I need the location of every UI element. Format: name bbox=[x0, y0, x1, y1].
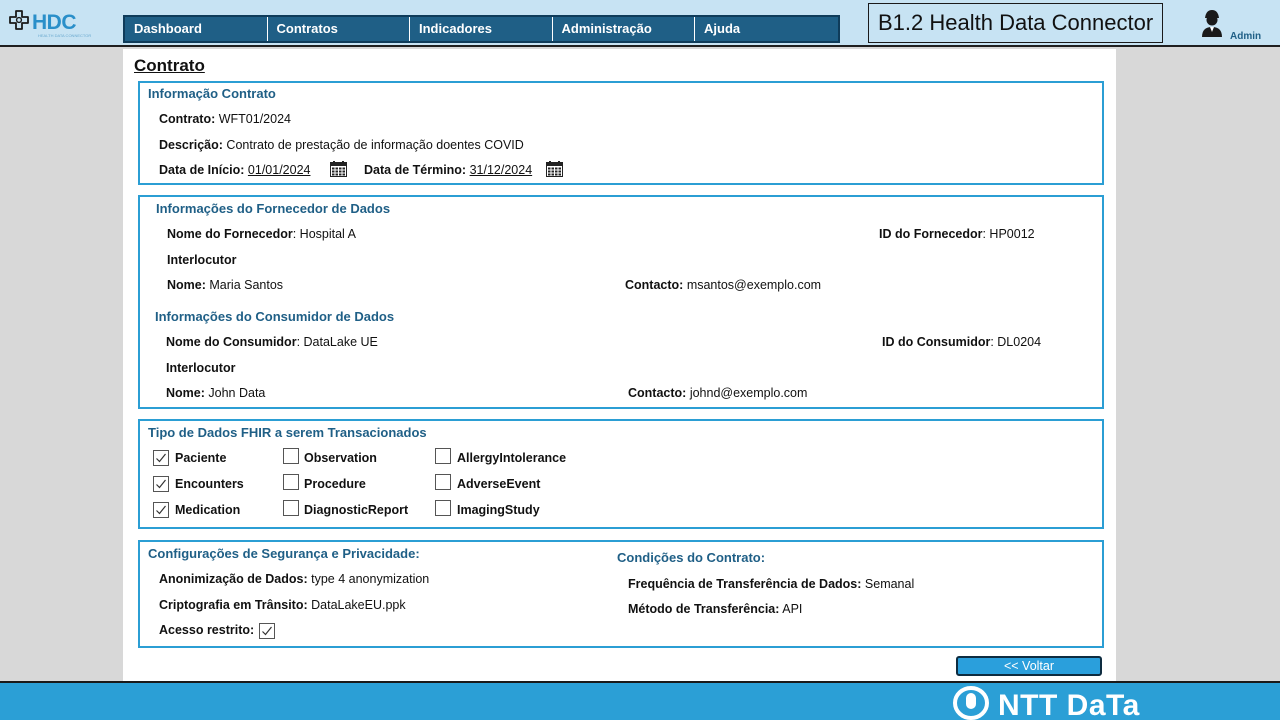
parties-section bbox=[138, 195, 1104, 409]
end-date-field bbox=[364, 163, 532, 177]
field-label: Nome: bbox=[166, 386, 205, 400]
field-value: Semanal bbox=[864, 577, 915, 591]
provider-title: Informações do Fornecedor de Dados bbox=[156, 201, 391, 216]
nav-indicadores[interactable]: Indicadores bbox=[410, 17, 553, 41]
restricted-access-label bbox=[159, 623, 254, 637]
consumer-contact-name-field bbox=[166, 386, 265, 400]
field-value: API bbox=[782, 602, 803, 616]
main-nav bbox=[123, 15, 840, 43]
consumer-title: Informações do Consumidor de Dados bbox=[155, 309, 395, 324]
fhir-checkbox[interactable] bbox=[283, 500, 299, 516]
field-label: ID do Consumidor bbox=[882, 335, 991, 349]
field-value: : DL0204 bbox=[990, 335, 1042, 349]
field-label: Interlocutor bbox=[166, 361, 236, 375]
user-avatar-icon bbox=[1200, 8, 1224, 43]
ntt-logo-text: NTT DaTa bbox=[998, 688, 1140, 720]
section-title: Tipo de Dados FHIR a serem Transacionados bbox=[148, 425, 427, 440]
fhir-checkbox-label: Procedure bbox=[304, 477, 366, 491]
fhir-checkbox[interactable] bbox=[153, 476, 169, 492]
field-label: ID do Fornecedor bbox=[879, 227, 983, 241]
app-footer bbox=[0, 681, 1280, 720]
provider-interlocutor-label bbox=[167, 253, 236, 267]
field-value: johnd@exemplo.com bbox=[689, 386, 808, 400]
field-label: Método de Transferência: bbox=[628, 602, 780, 616]
field-value: : HP0012 bbox=[982, 227, 1035, 241]
field-value: DataLakeEU.ppk bbox=[311, 598, 406, 612]
ntt-data-logo bbox=[952, 686, 1140, 720]
back-button[interactable]: << Voltar bbox=[956, 656, 1102, 676]
field-value: : Hospital A bbox=[292, 227, 356, 241]
field-label: Data de Início: bbox=[159, 163, 245, 177]
field-value: type 4 anonymization bbox=[311, 572, 430, 586]
end-date-value[interactable]: 31/12/2024 bbox=[469, 163, 533, 177]
main-content bbox=[123, 49, 1116, 682]
fhir-checkbox[interactable] bbox=[153, 502, 169, 518]
field-label: Descrição: bbox=[159, 138, 223, 152]
provider-contact-name-field bbox=[167, 278, 283, 292]
medical-cross-icon bbox=[8, 9, 30, 36]
fhir-checkbox[interactable] bbox=[283, 448, 299, 464]
transfer-method-field bbox=[628, 602, 802, 616]
nav-dashboard[interactable]: Dashboard bbox=[125, 17, 268, 41]
hdc-logo[interactable] bbox=[8, 9, 92, 38]
ntt-logo-icon bbox=[952, 686, 990, 720]
user-label: Admin bbox=[1230, 31, 1262, 42]
fhir-checkbox-label: AdverseEvent bbox=[457, 477, 541, 491]
fhir-checkbox-label: Medication bbox=[175, 503, 241, 517]
fhir-checkbox[interactable] bbox=[283, 474, 299, 490]
field-label: Acesso restrito: bbox=[159, 623, 255, 637]
field-value: WFT01/2024 bbox=[218, 112, 291, 126]
field-label: Nome do Consumidor bbox=[166, 335, 297, 349]
fhir-checkbox[interactable] bbox=[435, 474, 451, 490]
page-title: Contrato bbox=[134, 56, 205, 75]
start-date-field bbox=[159, 163, 310, 177]
fhir-checkbox-label: AllergyIntolerance bbox=[457, 451, 567, 465]
fhir-checkbox-label: DiagnosticReport bbox=[304, 503, 409, 517]
user-menu[interactable] bbox=[1200, 8, 1261, 43]
nav-administracao[interactable]: Administração bbox=[553, 17, 696, 41]
anonymization-field bbox=[159, 572, 429, 586]
fhir-types-section bbox=[138, 419, 1104, 529]
transfer-frequency-field bbox=[628, 577, 914, 591]
app-title: B1.2 Health Data Connector bbox=[868, 3, 1163, 43]
field-label: Contacto: bbox=[625, 278, 684, 292]
field-label: Nome: bbox=[167, 278, 206, 292]
encryption-field bbox=[159, 598, 406, 612]
contract-info-section bbox=[138, 81, 1104, 185]
fhir-checkbox[interactable] bbox=[435, 500, 451, 516]
field-value: Maria Santos bbox=[209, 278, 284, 292]
provider-id-field bbox=[879, 227, 1035, 241]
fhir-checkbox-label: Paciente bbox=[175, 451, 227, 465]
field-label: Nome do Fornecedor bbox=[167, 227, 293, 241]
consumer-id-field bbox=[882, 335, 1041, 349]
field-value: John Data bbox=[208, 386, 266, 400]
field-label: Anonimização de Dados: bbox=[159, 572, 308, 586]
security-title: Configurações de Segurança e Privacidade: bbox=[148, 546, 420, 561]
field-label: Frequência de Transferência de Dados: bbox=[628, 577, 862, 591]
field-value: msantos@exemplo.com bbox=[686, 278, 822, 292]
fhir-checkbox-label: Observation bbox=[304, 451, 377, 465]
calendar-icon[interactable] bbox=[330, 161, 347, 177]
field-label: Data de Término: bbox=[364, 163, 467, 177]
field-value: Contrato de prestação de informação doentes COVID bbox=[226, 138, 524, 152]
field-label: Interlocutor bbox=[167, 253, 237, 267]
conditions-title: Condições do Contrato: bbox=[617, 550, 766, 565]
field-value: : DataLake UE bbox=[296, 335, 378, 349]
nav-contratos[interactable]: Contratos bbox=[268, 17, 411, 41]
provider-name-field bbox=[167, 227, 356, 241]
consumer-name-field bbox=[166, 335, 378, 349]
logo-text: HDC bbox=[32, 10, 76, 34]
field-label: Contrato: bbox=[159, 112, 216, 126]
fhir-checkbox-label: Encounters bbox=[175, 477, 244, 491]
logo-subtitle: HEALTH DATA CONNECTOR bbox=[38, 33, 92, 38]
start-date-value[interactable]: 01/01/2024 bbox=[247, 163, 311, 177]
provider-contact-field bbox=[625, 278, 821, 292]
app-header bbox=[0, 0, 1280, 47]
field-label: Criptografia em Trânsito: bbox=[159, 598, 308, 612]
nav-ajuda[interactable]: Ajuda bbox=[704, 21, 741, 36]
fhir-checkbox[interactable] bbox=[435, 448, 451, 464]
fhir-checkbox-label: ImagingStudy bbox=[457, 503, 540, 517]
consumer-contact-field bbox=[628, 386, 807, 400]
security-conditions-section bbox=[138, 540, 1104, 648]
consumer-interlocutor-label bbox=[166, 361, 235, 375]
field-label: Contacto: bbox=[628, 386, 687, 400]
calendar-icon[interactable] bbox=[546, 161, 563, 177]
restricted-access-checkbox[interactable] bbox=[259, 623, 275, 639]
description-field bbox=[159, 138, 524, 152]
section-title: Informação Contrato bbox=[148, 86, 276, 101]
contract-id-field bbox=[159, 112, 291, 126]
fhir-checkbox[interactable] bbox=[153, 450, 169, 466]
